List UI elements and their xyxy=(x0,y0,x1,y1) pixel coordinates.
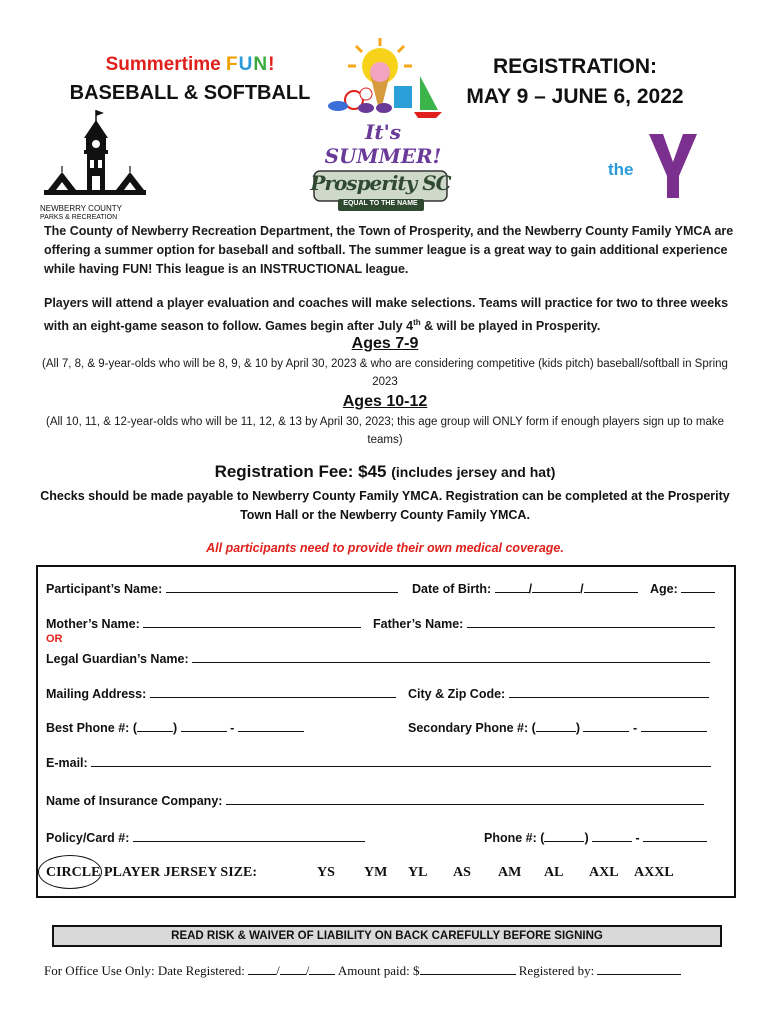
participant-name-line[interactable] xyxy=(166,580,398,593)
registration-fee xyxy=(0,462,770,482)
dob-year-line[interactable] xyxy=(584,580,638,593)
size-option-ys[interactable]: YS xyxy=(317,865,335,880)
secondary-phone-label: Secondary Phone #: xyxy=(408,721,529,735)
best-phone-line-number[interactable] xyxy=(238,719,304,732)
its-summer-text: It's SUMMER! xyxy=(324,120,442,168)
size-option-as[interactable]: AS xyxy=(453,865,471,880)
office-registered-by-label: Registered by: xyxy=(515,963,598,978)
policy-card-label: Policy/Card #: xyxy=(46,831,130,845)
fun-letter-u: U xyxy=(238,54,254,75)
city-zip-field[interactable] xyxy=(408,685,709,702)
mother-name-field[interactable] xyxy=(46,615,361,632)
intro-p2-a: Players will attend a player evaluation and coaches will make selections. Teams will practice for two to three weeks with an eight-game season to follow. Games begin after July 4 xyxy=(44,296,729,334)
insurance-phone-field[interactable]: Phone #: ( ) - xyxy=(484,829,707,846)
guardian-name-line[interactable] xyxy=(192,650,710,663)
title-baseball-softball: BASEBALL & SOFTBALL xyxy=(69,82,311,104)
ages-7-9-heading: Ages 7-9 xyxy=(351,335,419,352)
office-date-month-line[interactable] xyxy=(248,962,276,975)
insurance-company-line[interactable] xyxy=(226,792,704,805)
intro-p2-sup: th xyxy=(413,318,421,327)
guardian-name-field[interactable] xyxy=(46,650,710,667)
father-name-line[interactable] xyxy=(467,615,715,628)
office-date-label: For Office Use Only: Date Registered: xyxy=(44,963,249,978)
best-phone-prefix-line[interactable] xyxy=(181,719,227,732)
insurance-phone-prefix-line[interactable] xyxy=(592,829,632,842)
newberry-caption-2: PARKS & RECREATION xyxy=(40,214,118,221)
mailing-address-line[interactable] xyxy=(150,685,396,698)
newberry-caption-1: NEWBERRY COUNTY xyxy=(40,204,122,213)
intro-p2-b: & will be played in Prosperity. xyxy=(420,319,601,334)
fee-main: Registration Fee: $45 xyxy=(214,462,387,481)
dob-field[interactable]: Date of Birth: / / xyxy=(412,580,638,597)
insurance-phone-label: Phone #: xyxy=(484,831,537,845)
mother-name-line[interactable] xyxy=(143,615,361,628)
jersey-size-label xyxy=(46,865,257,881)
title-summertime-fun xyxy=(60,52,320,78)
ages-10-12-desc: (All 10, 11, & 12-year-olds who will be 11, 12, & 13 by April 30, 2023; this age group will ONLY form if enough players sign up to make teams) xyxy=(45,416,725,446)
fee-note: (includes jersey and hat) xyxy=(391,464,556,480)
registration-label: REGISTRATION: xyxy=(492,55,658,78)
ymca-the: the xyxy=(608,160,634,179)
best-phone-label: Best Phone #: xyxy=(46,721,130,735)
its-summer-logo xyxy=(318,36,448,168)
title-left xyxy=(60,52,320,108)
secondary-phone-prefix-line[interactable] xyxy=(583,719,629,732)
office-date-year-line[interactable] xyxy=(309,962,335,975)
guardian-name-label: Legal Guardian’s Name: xyxy=(46,652,189,666)
email-field[interactable] xyxy=(46,754,711,771)
prosperity-sc-logo xyxy=(308,165,453,217)
office-use-line: For Office Use Only: Date Registered: / / Amount paid: $ Registered by: xyxy=(44,962,744,979)
or-label: OR xyxy=(46,633,63,645)
office-amount-line[interactable] xyxy=(420,962,516,975)
title-summertime: Summertime xyxy=(105,54,226,75)
prosperity-text: Prosperity SC xyxy=(310,171,451,195)
age-line[interactable] xyxy=(681,580,715,593)
dob-day-line[interactable] xyxy=(532,580,580,593)
ymca-small: YMCA xyxy=(679,165,691,185)
participant-name-field[interactable] xyxy=(46,580,398,597)
email-line[interactable] xyxy=(91,754,711,767)
father-name-label: Father’s Name: xyxy=(373,617,464,631)
mother-name-label: Mother’s Name: xyxy=(46,617,140,631)
city-zip-line[interactable] xyxy=(509,685,709,698)
office-registered-by-line[interactable] xyxy=(597,962,681,975)
medical-coverage-note: All participants need to provide their own medical coverage. xyxy=(206,541,564,555)
policy-card-line[interactable] xyxy=(133,829,365,842)
mailing-address-label: Mailing Address: xyxy=(46,687,147,701)
dob-month-line[interactable] xyxy=(495,580,529,593)
waiver-banner: READ RISK & WAIVER OF LIABILITY ON BACK CAREFULLY BEFORE SIGNING xyxy=(52,925,722,947)
mailing-address-field[interactable] xyxy=(46,685,396,702)
fun-letter-n: N xyxy=(253,54,269,75)
email-label: E-mail: xyxy=(46,756,88,770)
insurance-phone-line-number[interactable] xyxy=(643,829,707,842)
jersey-label-text: PLAYER JERSEY SIZE: xyxy=(100,865,257,880)
title-registration xyxy=(440,52,710,112)
newberry-caption xyxy=(40,204,150,222)
best-phone-area-line[interactable] xyxy=(137,719,173,732)
prosperity-sub: EQUAL TO THE NAME xyxy=(343,200,418,207)
secondary-phone-area-line[interactable] xyxy=(536,719,576,732)
jersey-circle-word: CIRCLE xyxy=(46,865,101,880)
title-fun xyxy=(226,54,268,75)
ages-7-9-desc: (All 7, 8, & 9-year-olds who will be 8, 9, & 10 by April 30, 2023 & who are considering competitive (kids pitch) baseball/softball in Spring 2023 xyxy=(42,358,728,388)
father-name-field[interactable] xyxy=(373,615,715,632)
insurance-phone-area-line[interactable] xyxy=(544,829,584,842)
size-option-axxl[interactable]: AXXL xyxy=(634,865,674,880)
size-option-am[interactable]: AM xyxy=(498,865,522,880)
office-amount-label: Amount paid: $ xyxy=(335,963,420,978)
dob-label: Date of Birth: xyxy=(412,582,492,596)
insurance-company-field[interactable] xyxy=(46,792,704,809)
checks-payable-note: Checks should be made payable to Newberry County Family YMCA. Registration can be completed at the Prosperity Town Hall or the Newberry County Family YMCA. xyxy=(40,489,730,522)
secondary-phone-field[interactable]: Secondary Phone #: ( ) - xyxy=(408,719,707,736)
ages-10-12-heading: Ages 10-12 xyxy=(342,393,428,410)
participant-name-label: Participant’s Name: xyxy=(46,582,163,596)
best-phone-field[interactable]: Best Phone #: ( ) - xyxy=(46,719,304,736)
size-option-ym[interactable]: YM xyxy=(364,865,388,880)
age-label: Age: xyxy=(650,582,678,596)
intro-paragraph-1: The County of Newberry Recreation Department, the Town of Prosperity, and the Newberry County Family YMCA are offering a summer option for baseball and softball. The summer league is a great way to gain additional experience while having FUN! This league is an INSTRUCTIONAL league. xyxy=(44,224,734,276)
intro-paragraph-2 xyxy=(44,294,734,336)
ymca-logo xyxy=(605,128,700,200)
secondary-phone-line-number[interactable] xyxy=(641,719,707,732)
title-exclaim: ! xyxy=(268,54,275,75)
insurance-company-label: Name of Insurance Company: xyxy=(46,794,223,808)
city-zip-label: City & Zip Code: xyxy=(408,687,506,701)
size-option-yl[interactable]: YL xyxy=(408,865,428,880)
policy-card-field[interactable] xyxy=(46,829,365,846)
size-option-al[interactable]: AL xyxy=(544,865,564,880)
newberry-county-logo xyxy=(40,108,150,224)
fun-letter-f: F xyxy=(225,54,239,75)
age-field[interactable] xyxy=(650,580,715,597)
registration-dates: MAY 9 – JUNE 6, 2022 xyxy=(466,85,684,108)
size-option-axl[interactable]: AXL xyxy=(589,865,619,880)
office-date-day-line[interactable] xyxy=(280,962,306,975)
clock-tower-icon xyxy=(40,108,150,204)
